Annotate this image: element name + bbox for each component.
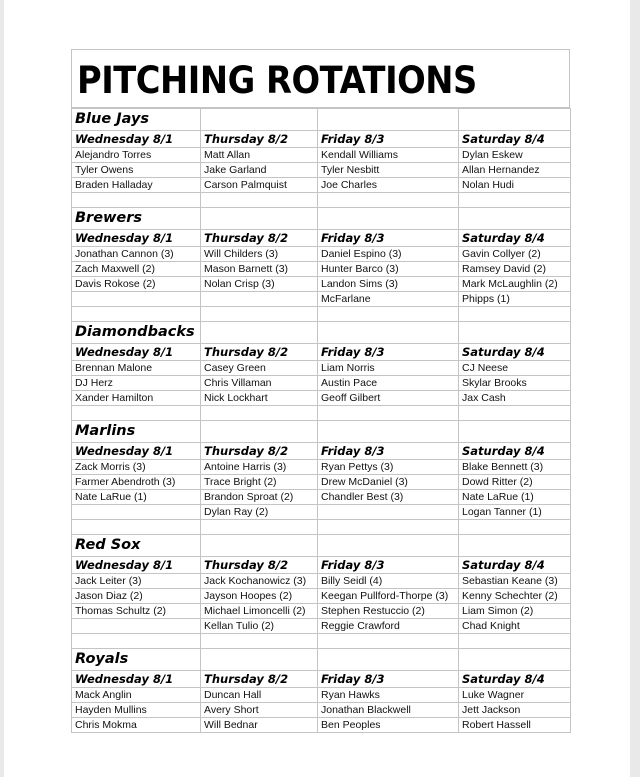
empty-cell xyxy=(318,322,459,344)
pitcher-cell xyxy=(318,505,459,520)
empty-cell xyxy=(459,322,571,344)
document-page xyxy=(4,0,630,777)
empty-cell xyxy=(459,307,571,322)
pitcher-cell: Casey Green xyxy=(201,361,318,376)
pitcher-row xyxy=(72,148,571,163)
day-header-row xyxy=(72,443,571,460)
day-header: Thursday 8/2 xyxy=(201,671,318,688)
pitcher-cell: Ryan Hawks xyxy=(318,688,459,703)
pitcher-cell: Davis Rokose (2) xyxy=(72,277,201,292)
pitcher-cell: Gavin Collyer (2) xyxy=(459,247,571,262)
team-name: Royals xyxy=(72,649,201,671)
pitcher-cell: Hunter Barco (3) xyxy=(318,262,459,277)
team-header-row xyxy=(72,322,571,344)
empty-cell xyxy=(318,193,459,208)
pitcher-cell: Will Bednar xyxy=(201,718,318,733)
pitcher-row xyxy=(72,163,571,178)
empty-cell xyxy=(318,109,459,131)
empty-cell xyxy=(72,520,201,535)
pitcher-cell: Jonathan Blackwell xyxy=(318,703,459,718)
pitcher-cell: Will Childers (3) xyxy=(201,247,318,262)
day-header-row xyxy=(72,230,571,247)
day-header: Wednesday 8/1 xyxy=(72,671,201,688)
pitcher-row xyxy=(72,703,571,718)
pitcher-cell: Nolan Crisp (3) xyxy=(201,277,318,292)
pitcher-row xyxy=(72,718,571,733)
spacer-row xyxy=(72,307,571,322)
pitcher-cell: Kenny Schechter (2) xyxy=(459,589,571,604)
pitcher-cell: Nate LaRue (1) xyxy=(459,490,571,505)
title-row xyxy=(71,50,570,108)
day-header: Saturday 8/4 xyxy=(459,344,571,361)
pitcher-cell xyxy=(72,292,201,307)
day-header: Wednesday 8/1 xyxy=(72,443,201,460)
team-name: Blue Jays xyxy=(72,109,201,131)
empty-cell xyxy=(318,634,459,649)
pitcher-row xyxy=(72,247,571,262)
pitcher-cell: Daniel Espino (3) xyxy=(318,247,459,262)
pitcher-cell xyxy=(201,292,318,307)
day-header: Friday 8/3 xyxy=(318,344,459,361)
pitcher-row xyxy=(72,376,571,391)
pitcher-row xyxy=(72,505,571,520)
day-header: Friday 8/3 xyxy=(318,230,459,247)
day-header: Thursday 8/2 xyxy=(201,557,318,574)
pitcher-row xyxy=(72,277,571,292)
day-header-row xyxy=(72,131,571,148)
pitcher-cell: Sebastian Keane (3) xyxy=(459,574,571,589)
pitcher-row xyxy=(72,361,571,376)
pitcher-cell: Mack Anglin xyxy=(72,688,201,703)
empty-cell xyxy=(201,208,318,230)
empty-cell xyxy=(201,634,318,649)
pitcher-cell: Chris Mokma xyxy=(72,718,201,733)
empty-cell xyxy=(201,109,318,131)
pitcher-cell: Chad Knight xyxy=(459,619,571,634)
pitcher-cell: Jack Leiter (3) xyxy=(72,574,201,589)
pitcher-cell: Nick Lockhart xyxy=(201,391,318,406)
empty-cell xyxy=(72,307,201,322)
pitcher-cell: Hayden Mullins xyxy=(72,703,201,718)
pitcher-cell: Allan Hernandez xyxy=(459,163,571,178)
empty-cell xyxy=(318,208,459,230)
empty-cell xyxy=(318,421,459,443)
team-header-row xyxy=(72,649,571,671)
empty-cell xyxy=(72,193,201,208)
pitcher-cell: Dylan Eskew xyxy=(459,148,571,163)
pitcher-cell: Nolan Hudi xyxy=(459,178,571,193)
pitcher-row xyxy=(72,178,571,193)
empty-cell xyxy=(459,109,571,131)
empty-cell xyxy=(201,307,318,322)
rotation-sheet xyxy=(71,49,570,733)
empty-cell xyxy=(201,520,318,535)
empty-cell xyxy=(201,322,318,344)
pitcher-cell: Logan Tanner (1) xyxy=(459,505,571,520)
pitcher-cell: Drew McDaniel (3) xyxy=(318,475,459,490)
spacer-row xyxy=(72,520,571,535)
empty-cell xyxy=(318,535,459,557)
day-header: Friday 8/3 xyxy=(318,671,459,688)
spacer-row xyxy=(72,406,571,421)
team-header-row xyxy=(72,109,571,131)
pitcher-cell xyxy=(72,505,201,520)
team-name: Red Sox xyxy=(72,535,201,557)
pitcher-cell: Jayson Hoopes (2) xyxy=(201,589,318,604)
empty-cell xyxy=(459,535,571,557)
pitcher-cell: Jack Kochanowicz (3) xyxy=(201,574,318,589)
pitcher-cell: Xander Hamilton xyxy=(72,391,201,406)
pitcher-cell: Chandler Best (3) xyxy=(318,490,459,505)
page-title: PITCHING ROTATIONS xyxy=(77,59,477,102)
pitcher-cell: Ryan Pettys (3) xyxy=(318,460,459,475)
day-header: Wednesday 8/1 xyxy=(72,344,201,361)
pitcher-cell: Nate LaRue (1) xyxy=(72,490,201,505)
empty-cell xyxy=(459,421,571,443)
empty-cell xyxy=(459,208,571,230)
day-header: Saturday 8/4 xyxy=(459,443,571,460)
pitcher-row xyxy=(72,688,571,703)
pitcher-cell: Keegan Pullford-Thorpe (3) xyxy=(318,589,459,604)
day-header-row xyxy=(72,344,571,361)
empty-cell xyxy=(201,421,318,443)
pitcher-cell: Blake Bennett (3) xyxy=(459,460,571,475)
pitcher-cell: Ramsey David (2) xyxy=(459,262,571,277)
spacer-row xyxy=(72,193,571,208)
day-header: Saturday 8/4 xyxy=(459,557,571,574)
team-name: Marlins xyxy=(72,421,201,443)
empty-cell xyxy=(201,535,318,557)
day-header: Thursday 8/2 xyxy=(201,443,318,460)
day-header-row xyxy=(72,557,571,574)
pitcher-row xyxy=(72,391,571,406)
day-header: Thursday 8/2 xyxy=(201,230,318,247)
pitcher-row xyxy=(72,604,571,619)
pitcher-cell: Jonathan Cannon (3) xyxy=(72,247,201,262)
pitcher-cell: Tyler Nesbitt xyxy=(318,163,459,178)
pitcher-row xyxy=(72,490,571,505)
pitcher-cell: Jett Jackson xyxy=(459,703,571,718)
pitcher-cell: Zach Maxwell (2) xyxy=(72,262,201,277)
day-header: Thursday 8/2 xyxy=(201,131,318,148)
pitcher-row xyxy=(72,574,571,589)
pitcher-cell: McFarlane xyxy=(318,292,459,307)
pitcher-cell: Dowd Ritter (2) xyxy=(459,475,571,490)
pitcher-cell: Ben Peoples xyxy=(318,718,459,733)
empty-cell xyxy=(72,634,201,649)
pitcher-cell: Alejandro Torres xyxy=(72,148,201,163)
empty-cell xyxy=(201,649,318,671)
day-header: Wednesday 8/1 xyxy=(72,230,201,247)
empty-cell xyxy=(201,193,318,208)
pitcher-row xyxy=(72,589,571,604)
pitcher-cell: Braden Halladay xyxy=(72,178,201,193)
empty-cell xyxy=(459,649,571,671)
pitcher-cell: Stephen Restuccio (2) xyxy=(318,604,459,619)
pitcher-cell xyxy=(72,619,201,634)
pitcher-cell: Kendall Williams xyxy=(318,148,459,163)
day-header: Friday 8/3 xyxy=(318,131,459,148)
pitcher-cell: DJ Herz xyxy=(72,376,201,391)
empty-cell xyxy=(459,406,571,421)
pitcher-cell: Mark McLaughlin (2) xyxy=(459,277,571,292)
pitcher-row xyxy=(72,292,571,307)
pitcher-cell: Liam Norris xyxy=(318,361,459,376)
empty-cell xyxy=(318,406,459,421)
pitcher-cell: Chris Villaman xyxy=(201,376,318,391)
empty-cell xyxy=(318,307,459,322)
pitcher-cell: Phipps (1) xyxy=(459,292,571,307)
pitcher-cell: Michael Limoncelli (2) xyxy=(201,604,318,619)
day-header: Friday 8/3 xyxy=(318,443,459,460)
pitcher-cell: Carson Palmquist xyxy=(201,178,318,193)
empty-cell xyxy=(318,520,459,535)
pitcher-cell: Dylan Ray (2) xyxy=(201,505,318,520)
team-name: Diamondbacks xyxy=(72,322,201,344)
pitcher-cell: Jax Cash xyxy=(459,391,571,406)
pitcher-cell: Avery Short xyxy=(201,703,318,718)
pitcher-cell: Brandon Sproat (2) xyxy=(201,490,318,505)
pitcher-row xyxy=(72,460,571,475)
pitcher-cell: CJ Neese xyxy=(459,361,571,376)
empty-cell xyxy=(318,649,459,671)
empty-cell xyxy=(459,520,571,535)
pitcher-cell: Duncan Hall xyxy=(201,688,318,703)
team-name: Brewers xyxy=(72,208,201,230)
pitcher-cell: Zack Morris (3) xyxy=(72,460,201,475)
team-header-row xyxy=(72,535,571,557)
day-header: Friday 8/3 xyxy=(318,557,459,574)
pitcher-cell: Jason Diaz (2) xyxy=(72,589,201,604)
day-header-row xyxy=(72,671,571,688)
pitcher-row xyxy=(72,619,571,634)
day-header: Saturday 8/4 xyxy=(459,230,571,247)
pitcher-cell: Reggie Crawford xyxy=(318,619,459,634)
pitcher-cell: Mason Barnett (3) xyxy=(201,262,318,277)
team-header-row xyxy=(72,421,571,443)
pitcher-row xyxy=(72,475,571,490)
day-header: Saturday 8/4 xyxy=(459,671,571,688)
pitcher-cell: Kellan Tulio (2) xyxy=(201,619,318,634)
pitcher-cell: Jake Garland xyxy=(201,163,318,178)
pitcher-cell: Robert Hassell xyxy=(459,718,571,733)
pitcher-cell: Tyler Owens xyxy=(72,163,201,178)
pitcher-cell: Billy Seidl (4) xyxy=(318,574,459,589)
pitcher-cell: Liam Simon (2) xyxy=(459,604,571,619)
pitcher-cell: Brennan Malone xyxy=(72,361,201,376)
spacer-row xyxy=(72,634,571,649)
empty-cell xyxy=(459,193,571,208)
pitcher-cell: Landon Sims (3) xyxy=(318,277,459,292)
pitcher-cell: Luke Wagner xyxy=(459,688,571,703)
pitcher-cell: Joe Charles xyxy=(318,178,459,193)
pitcher-cell: Matt Allan xyxy=(201,148,318,163)
pitcher-cell: Farmer Abendroth (3) xyxy=(72,475,201,490)
rotation-table xyxy=(71,108,571,733)
image-frame-right xyxy=(630,0,640,777)
pitcher-cell: Trace Bright (2) xyxy=(201,475,318,490)
empty-cell xyxy=(72,406,201,421)
empty-cell xyxy=(201,406,318,421)
pitcher-row xyxy=(72,262,571,277)
day-header: Saturday 8/4 xyxy=(459,131,571,148)
day-header: Wednesday 8/1 xyxy=(72,131,201,148)
pitcher-cell: Thomas Schultz (2) xyxy=(72,604,201,619)
pitcher-cell: Austin Pace xyxy=(318,376,459,391)
pitcher-cell: Antoine Harris (3) xyxy=(201,460,318,475)
empty-cell xyxy=(459,634,571,649)
day-header: Wednesday 8/1 xyxy=(72,557,201,574)
pitcher-cell: Skylar Brooks xyxy=(459,376,571,391)
day-header: Thursday 8/2 xyxy=(201,344,318,361)
pitcher-cell: Geoff Gilbert xyxy=(318,391,459,406)
team-header-row xyxy=(72,208,571,230)
